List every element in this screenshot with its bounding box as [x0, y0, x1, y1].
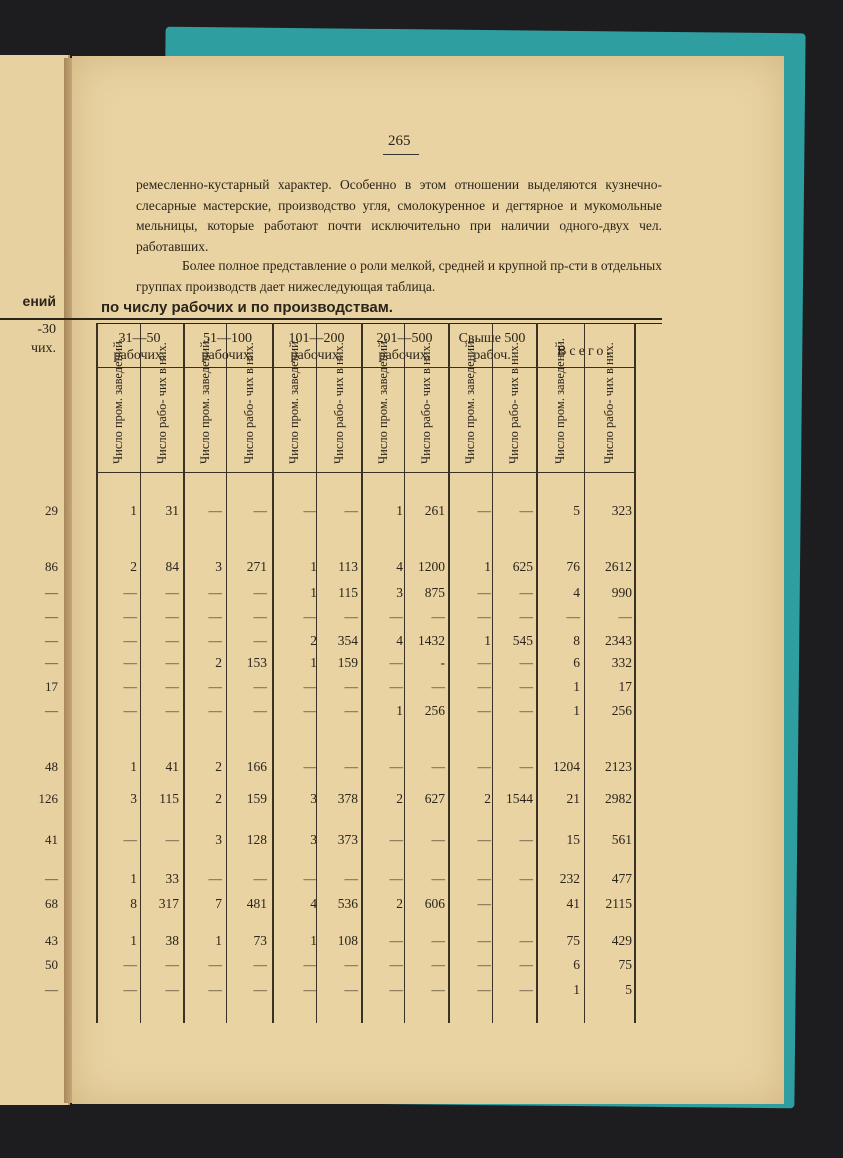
table-cell: 378 — [337, 791, 358, 806]
column-subheader-text: Число пром. заведений. — [463, 338, 477, 464]
table-cell: — — [253, 633, 267, 648]
table-cell: — — [477, 832, 491, 847]
group-header-rule — [361, 367, 448, 368]
table-cell: 271 — [246, 559, 267, 574]
left-page-value: — — [45, 585, 58, 600]
table-cell: 332 — [611, 655, 632, 670]
table-cell: — — [344, 703, 358, 718]
table-cell: — — [253, 982, 267, 997]
table-cell: — — [477, 703, 491, 718]
table-cell: 1 — [130, 759, 137, 774]
left-page-value: 86 — [45, 559, 58, 574]
table-cell: 627 — [424, 791, 445, 806]
table-cell: 21 — [566, 791, 580, 806]
table-cell: 159 — [246, 791, 267, 806]
table-cell: — — [208, 679, 222, 694]
table-cell: — — [431, 933, 445, 948]
table-cell: — — [477, 896, 491, 911]
left-page-value: — — [45, 655, 58, 670]
left-page-value: 29 — [45, 503, 58, 518]
table-cell: 1204 — [553, 759, 580, 774]
page-number: 265 — [388, 133, 411, 149]
table-cell: — — [208, 585, 222, 600]
group-header-rule — [96, 367, 183, 368]
table-cell: 1 — [130, 871, 137, 886]
table-cell: 1 — [573, 982, 580, 997]
table-cell: 8 — [573, 633, 580, 648]
table-cell: 15 — [566, 832, 580, 847]
table-cell: 3 — [215, 832, 222, 847]
table-cell: 317 — [158, 896, 179, 911]
table-cell: 6 — [573, 655, 580, 670]
table-cell: 261 — [424, 503, 445, 518]
table-cell: 1 — [484, 559, 491, 574]
table-cell: — — [123, 633, 137, 648]
column-subheader-text: Число пром. заведений. — [111, 338, 125, 464]
table-cell: — — [344, 503, 358, 518]
table-cell: 84 — [165, 559, 179, 574]
table-cell: — — [389, 933, 403, 948]
table-cell: — — [477, 655, 491, 670]
page-number-rule — [383, 154, 419, 155]
table-cell: — — [519, 655, 533, 670]
table-cell: 2 — [484, 791, 491, 806]
table-cell: 3 — [310, 832, 317, 847]
table-cell: — — [253, 585, 267, 600]
table-cell: — — [519, 759, 533, 774]
table-cell: — — [165, 703, 179, 718]
table-cell: 166 — [246, 759, 267, 774]
table-cell: 1432 — [418, 633, 445, 648]
table-cell: — — [344, 871, 358, 886]
table-cell: — — [389, 609, 403, 624]
column-subheader — [96, 338, 140, 466]
column-subheader-text: Число рабо- чих в них. — [242, 342, 256, 464]
table-cell: — — [519, 933, 533, 948]
left-page-value: 17 — [45, 679, 58, 694]
table-cell: — — [253, 703, 267, 718]
group-header: Свыше 500 рабоч. — [458, 331, 526, 363]
table-cell: — — [123, 585, 137, 600]
table-cell: 1 — [573, 679, 580, 694]
left-page-heading: ений — [22, 293, 56, 309]
group-header-rule — [536, 367, 634, 368]
table-cell: 6 — [573, 957, 580, 972]
column-subheader — [226, 342, 272, 466]
table-cell: 5 — [573, 503, 580, 518]
table-cell: — — [519, 982, 533, 997]
left-page-value: — — [45, 703, 58, 718]
table-cell: 1 — [215, 933, 222, 948]
table-cell: 2 — [396, 896, 403, 911]
left-page-value: — — [45, 871, 58, 886]
table-cell: — — [123, 679, 137, 694]
table-cell: — — [389, 832, 403, 847]
table-cell: 429 — [611, 933, 632, 948]
table-cell: — — [208, 957, 222, 972]
table-cell: 1 — [573, 703, 580, 718]
table-cell: — — [123, 655, 137, 670]
table-cell: 7 — [215, 896, 222, 911]
table-cell: 354 — [337, 633, 358, 648]
table-cell: - — [440, 655, 445, 670]
table-cell: 3 — [130, 791, 137, 806]
table-cell: 2 — [130, 559, 137, 574]
table-caption: по числу рабочих и по производствам. — [101, 299, 393, 316]
table-cell: 2 — [215, 791, 222, 806]
table-cell: 1 — [310, 585, 317, 600]
table-cell: — — [389, 759, 403, 774]
table-cell: — — [477, 957, 491, 972]
column-subheader-text: Число пром. заведений. — [553, 338, 567, 464]
table-cell: 477 — [611, 871, 632, 886]
table-cell: — — [431, 957, 445, 972]
table-cell: 41 — [566, 896, 580, 911]
table-cell: 2 — [215, 759, 222, 774]
table-cell: 75 — [566, 933, 580, 948]
table-cell: 38 — [165, 933, 179, 948]
table-cell: 4 — [573, 585, 580, 600]
table-cell: — — [208, 609, 222, 624]
table-cell: — — [477, 933, 491, 948]
table-cell: 625 — [512, 559, 533, 574]
table-cell: — — [477, 871, 491, 886]
column-subheader — [448, 338, 492, 466]
column-subheader — [536, 338, 584, 466]
table-cell: — — [431, 759, 445, 774]
table-cell: 153 — [246, 655, 267, 670]
table-cell: — — [165, 633, 179, 648]
table-cell: 2 — [396, 791, 403, 806]
table-cell: — — [253, 503, 267, 518]
table-cell: 1 — [310, 655, 317, 670]
column-subheader — [361, 338, 404, 466]
column-subheader-text: Число пром. заведений. — [287, 338, 301, 464]
group-header-rule — [272, 367, 361, 368]
left-page-col-header-2: чих. — [30, 341, 56, 356]
table-cell: 2123 — [605, 759, 632, 774]
table-top-rule-thin — [96, 323, 662, 324]
table-cell: 2612 — [605, 559, 632, 574]
table-cell: — — [477, 585, 491, 600]
table-cell: — — [165, 585, 179, 600]
column-subheader — [492, 342, 536, 466]
table-cell: 3 — [396, 585, 403, 600]
table-cell: — — [389, 679, 403, 694]
table-cell: 4 — [396, 559, 403, 574]
table-cell: 323 — [611, 503, 632, 518]
table-cell: 481 — [246, 896, 267, 911]
left-page-value: — — [45, 609, 58, 624]
table-cell: — — [519, 503, 533, 518]
table-cell: 115 — [159, 791, 179, 806]
column-subheader — [183, 338, 226, 466]
column-subheader-text: Число рабо- чих в них. — [507, 342, 521, 464]
table-header-bottom-rule — [96, 472, 636, 473]
table-cell: 373 — [337, 832, 358, 847]
table-top-rule — [0, 318, 662, 320]
table-cell: — — [477, 609, 491, 624]
table-cell: 1 — [484, 633, 491, 648]
left-page-value: 43 — [45, 933, 58, 948]
table-cell: — — [344, 679, 358, 694]
table-cell: — — [519, 832, 533, 847]
column-subheader-text: Число рабо- чих в них. — [154, 342, 169, 464]
table-cell: 2115 — [605, 896, 632, 911]
table-cell: — — [389, 982, 403, 997]
table-cell: 31 — [165, 503, 179, 518]
table-cell: — — [123, 703, 137, 718]
table-cell: — — [389, 957, 403, 972]
table-cell: — — [389, 871, 403, 886]
table-cell: 159 — [337, 655, 358, 670]
left-page-value: 68 — [45, 896, 58, 911]
table-cell: — — [344, 982, 358, 997]
table-cell: — — [344, 759, 358, 774]
table-cell: — — [208, 503, 222, 518]
table-cell: 73 — [253, 933, 267, 948]
table-cell: — — [519, 871, 533, 886]
table-cell: — — [477, 759, 491, 774]
table-cell: — — [208, 871, 222, 886]
table-cell: 256 — [611, 703, 632, 718]
table-cell: 4 — [310, 896, 317, 911]
table-cell: 108 — [337, 933, 358, 948]
column-subheader-text: Число пром. заведений. — [197, 338, 212, 464]
table-cell: — — [303, 759, 317, 774]
table-cell: 75 — [618, 957, 632, 972]
table-cell: — — [389, 655, 403, 670]
column-subheader — [404, 342, 448, 466]
column-subheader — [316, 342, 361, 466]
left-page — [0, 55, 70, 1105]
table-cell: — — [477, 503, 491, 518]
table-cell: — — [618, 609, 632, 624]
table-cell: — — [303, 871, 317, 886]
left-page-value: — — [45, 633, 58, 648]
table-cell: 561 — [611, 832, 632, 847]
table-cell: — — [344, 609, 358, 624]
group-header: 201—500 рабочих. — [376, 331, 433, 363]
table-cell: — — [253, 679, 267, 694]
table-cell: — — [123, 832, 137, 847]
table-cell: — — [519, 609, 533, 624]
table-cell: 1544 — [506, 791, 533, 806]
table-cell: 4 — [396, 633, 403, 648]
column-subheader-text: Число рабо- чих в них. — [331, 342, 346, 464]
table-cell: — — [208, 633, 222, 648]
table-cell: 8 — [130, 896, 137, 911]
table-cell: — — [165, 832, 179, 847]
table-cell: — — [431, 832, 445, 847]
table-cell: — — [165, 609, 179, 624]
table-cell: — — [303, 503, 317, 518]
table-cell: 17 — [618, 679, 632, 694]
table-cell: 113 — [338, 559, 358, 574]
table-cell: 5 — [625, 982, 632, 997]
table-cell: — — [477, 679, 491, 694]
group-header: Всего. — [557, 344, 613, 359]
table-cell: — — [165, 655, 179, 670]
table-cell: 1 — [396, 703, 403, 718]
table-cell: 76 — [566, 559, 580, 574]
table-cell: — — [431, 871, 445, 886]
table-cell: — — [303, 982, 317, 997]
table-cell: 3 — [310, 791, 317, 806]
table-cell: — — [123, 609, 137, 624]
column-subheader-text: Число рабо- чих в них. — [602, 342, 616, 464]
column-subheader — [272, 338, 316, 466]
table-cell: 875 — [424, 585, 445, 600]
table-cell: 115 — [338, 585, 358, 600]
table-cell: 1 — [130, 933, 137, 948]
table-cell: — — [253, 609, 267, 624]
table-cell: 2 — [310, 633, 317, 648]
left-page-col-header: -30 — [37, 322, 56, 337]
column-subheader-text: Число рабо- чих в них. — [419, 342, 433, 464]
table-cell: 2 — [215, 655, 222, 670]
table-cell: — — [123, 957, 137, 972]
table-cell: 41 — [165, 759, 179, 774]
table-cell: — — [566, 609, 580, 624]
table-cell: 33 — [165, 871, 179, 886]
group-header-rule — [448, 367, 536, 368]
table-cell: — — [303, 609, 317, 624]
table-cell: 3 — [215, 559, 222, 574]
table-cell: — — [303, 679, 317, 694]
table-cell: — — [303, 957, 317, 972]
table-cell: — — [208, 982, 222, 997]
table-cell: — — [344, 957, 358, 972]
group-header: 31—50 рабочих. — [113, 331, 166, 363]
table-cell: — — [519, 703, 533, 718]
table-column-rule — [634, 323, 636, 1023]
table-cell: 2982 — [605, 791, 632, 806]
table-cell: — — [165, 957, 179, 972]
table-cell: — — [208, 703, 222, 718]
table-cell: 1200 — [418, 559, 445, 574]
table-cell: 545 — [512, 633, 533, 648]
table-cell: — — [431, 982, 445, 997]
table-cell: 1 — [396, 503, 403, 518]
group-header-rule — [183, 367, 272, 368]
table-cell: — — [253, 957, 267, 972]
table-cell: 606 — [424, 896, 445, 911]
table-cell: 232 — [559, 871, 580, 886]
paragraph-1: ремесленно-кустарный характер. Особенно в этом отношении выделяются кузнечно-слесарные мастерские, производство угля, смолокуренное и дегтярное и мукомольные мельницы, которые работают почти исключительно при наличии одного-двух чел. работавших. — [136, 177, 662, 254]
table-cell: — — [165, 982, 179, 997]
table-cell: — — [123, 982, 137, 997]
left-page-value: 41 — [45, 832, 58, 847]
table-cell: — — [519, 957, 533, 972]
table-cell: 536 — [337, 896, 358, 911]
table-cell: 990 — [611, 585, 632, 600]
table-cell: 256 — [424, 703, 445, 718]
column-subheader — [140, 342, 183, 466]
table-cell: 1 — [310, 933, 317, 948]
table-cell: 1 — [310, 559, 317, 574]
table-cell: — — [253, 871, 267, 886]
group-header: 101—200 рабочих. — [288, 331, 345, 363]
table-cell: — — [303, 703, 317, 718]
table-cell: — — [519, 585, 533, 600]
column-subheader-text: Число пром. заведений. — [375, 338, 390, 464]
left-page-value: — — [45, 982, 58, 997]
table-cell: — — [519, 679, 533, 694]
table-cell: — — [477, 982, 491, 997]
table-cell: 2343 — [605, 633, 632, 648]
group-header: 51—100 рабочих. — [201, 331, 254, 363]
left-page-value: 126 — [38, 791, 58, 806]
table-cell: 128 — [246, 832, 267, 847]
table-cell: — — [431, 609, 445, 624]
table-cell: — — [165, 679, 179, 694]
left-page-value: 48 — [45, 759, 58, 774]
table-cell: 1 — [130, 503, 137, 518]
table-cell: — — [431, 679, 445, 694]
paragraph-2: Более полное представление о роли мелкой, средней и крупной пр-сти в отдельных группах производств дает нижеследующая таблица. — [136, 258, 662, 294]
left-page-value: 50 — [45, 957, 58, 972]
